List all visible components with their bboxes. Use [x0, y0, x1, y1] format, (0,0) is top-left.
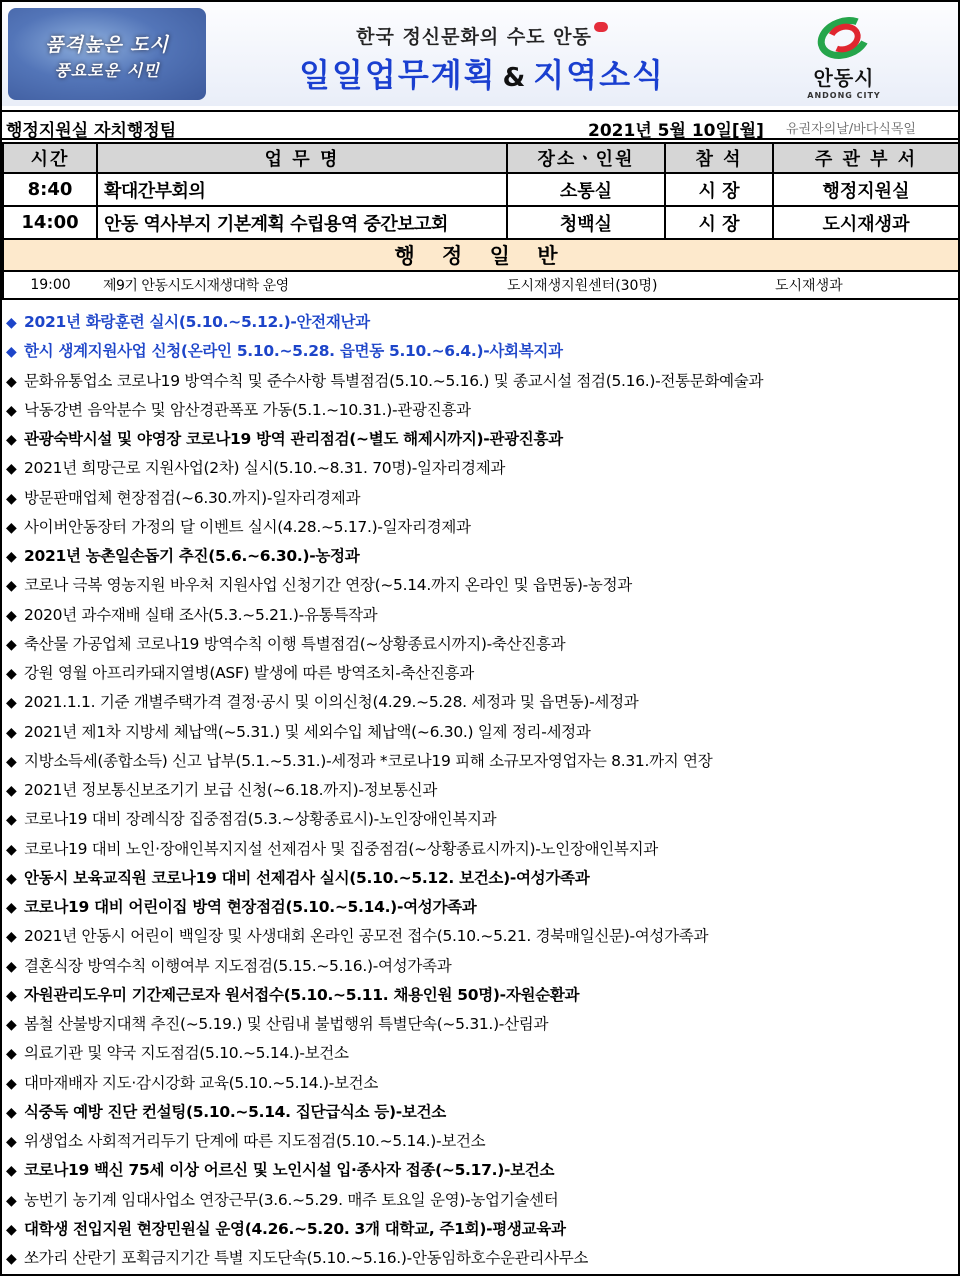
- header-subtitle: [232, 22, 732, 49]
- notice-text: 낙동강변 음악분수 및 암산경관폭포 가동(5.1.~10.31.)-관광진흥과: [24, 400, 471, 419]
- list-item: [2, 747, 958, 776]
- diamond-bullet-icon: ◆: [6, 870, 17, 887]
- diamond-bullet-icon: ◆: [6, 1104, 17, 1121]
- header-time: 시간: [3, 143, 97, 173]
- date-memo: 유권자의날/바다식목일: [786, 122, 916, 137]
- notice-text: 대마재배자 지도·감시강화 교육(5.10.~5.14.)-보건소: [24, 1073, 379, 1092]
- city-name-en: ANDONG CITY: [807, 91, 881, 100]
- city-logo: [798, 16, 890, 100]
- header-place: 장소ㆍ인원: [507, 143, 665, 173]
- diamond-bullet-icon: ◆: [6, 1017, 17, 1033]
- diamond-bullet-icon: ◆: [6, 519, 17, 536]
- diamond-bullet-icon: ◆: [6, 373, 17, 390]
- slogan-line-1: 품격높은 도시: [45, 34, 169, 56]
- list-item: [2, 1244, 958, 1273]
- row-place: 소통실: [507, 173, 665, 206]
- general-place: 도시재생지원센터(30명): [507, 271, 773, 299]
- section-row: [3, 239, 959, 271]
- notice-text: 강원 영월 아프리카돼지열병(ASF) 발생에 따른 방역조치-축산진흥과: [24, 664, 474, 682]
- list-item: [2, 864, 958, 893]
- list-item: [2, 952, 958, 981]
- list-item: [2, 1156, 958, 1185]
- notice-text: 농번기 농기계 임대사업소 연장근무(3.6.~5.29. 매주 토요일 운영)-농업기술센터: [24, 1190, 559, 1209]
- row-attend: 시 장: [665, 173, 773, 206]
- notice-text: 2021년 안동시 어린이 백일장 및 사생대회 온라인 공모전 접수(5.10.~5.21. 경북매일신문)-여성가족과: [24, 927, 709, 946]
- notice-text: 의료기관 및 약국 지도점검(5.10.~5.14.)-보건소: [24, 1044, 349, 1063]
- notice-text: 2021년 희망근로 지원사업(2차) 실시(5.10.~8.31. 70명)-일자리경제과: [24, 459, 506, 478]
- notice-text: 관광숙박시설 및 야영장 코로나19 방역 관리점검(~별도 해제시까지)-관광진흥과: [24, 430, 563, 448]
- diamond-bullet-icon: ◆: [6, 607, 17, 624]
- report-date: 2021년 5월 10일[월]: [588, 121, 764, 141]
- diamond-bullet-icon: ◆: [6, 666, 17, 682]
- notice-text: 2020년 과수재배 실태 조사(5.3.~5.21.)-유통특작과: [24, 605, 378, 624]
- list-item: [2, 571, 958, 600]
- notice-text: 방문판매업체 현장점검(~6.30.까지)-일자리경제과: [24, 488, 361, 507]
- city-name-kr: 안동시: [813, 66, 875, 90]
- list-item: [2, 308, 958, 337]
- row-time: 8:40: [3, 173, 97, 206]
- diamond-bullet-icon: ◆: [6, 1046, 17, 1063]
- notice-text: 대학생 전입지원 현장민원실 운영(4.26.~5.20. 3개 대학교, 주1회)-평생교육과: [24, 1219, 566, 1238]
- notice-text: 안동시 보육교직원 코로나19 대비 선제검사 실시(5.10.~5.12. 보건소)-여성가족과: [24, 868, 590, 887]
- list-item: [2, 484, 958, 513]
- title-part-1: 일일업무계획: [299, 56, 497, 94]
- notice-text: 코로나19 대비 장례식장 집중점검(5.3.~상황종료시)-노인장애인복지과: [24, 810, 497, 829]
- notice-text: 코로나19 대비 노인·장애인복지지설 선제검사 및 집중점검(~상황종료시까지)-노인장애인복지과: [24, 839, 658, 858]
- diamond-bullet-icon: ◆: [6, 841, 17, 858]
- list-item: [2, 513, 958, 542]
- diamond-bullet-icon: ◆: [6, 402, 17, 419]
- schedule-table: [2, 142, 960, 300]
- notice-text: 2021년 화랑훈련 실시(5.10.~5.12.)-안전재난과: [24, 313, 370, 331]
- row-time: 14:00: [3, 206, 97, 239]
- diamond-bullet-icon: ◆: [6, 783, 17, 799]
- list-item: [2, 1215, 958, 1244]
- list-item: [2, 601, 958, 630]
- list-item: [2, 1186, 958, 1215]
- notice-text: 봄철 산불방지대책 추진(~5.19.) 및 산림내 불법행위 특별단속(~5.31.)-산림과: [24, 1015, 549, 1033]
- diamond-bullet-icon: ◆: [6, 461, 17, 478]
- slogan-logo: [8, 8, 206, 100]
- list-item: [2, 337, 958, 366]
- team-name: 행정지원실 자치행정팀: [6, 121, 177, 141]
- list-item: [2, 893, 958, 922]
- notice-text: 결혼식장 방역수칙 이행여부 지도점검(5.15.~5.16.)-여성가족과: [24, 956, 452, 975]
- list-item: [2, 922, 958, 951]
- notice-text: 2021년 정보통신보조기기 보급 신청(~6.18.까지)-정보통신과: [24, 781, 438, 799]
- notice-text: 지방소득세(종합소득) 신고 납부(5.1.~5.31.)-세정과 *코로나19 피해 소규모자영업자는 8.31.까지 연장: [24, 751, 713, 770]
- notice-text: 쏘가리 산란기 포획금지기간 특별 지도단속(5.10.~5.16.)-안동임하호수운관리사무소: [24, 1249, 589, 1267]
- diamond-bullet-icon: ◆: [6, 490, 17, 507]
- notice-text: 2021.1.1. 기준 개별주택가격 결정·공시 및 이의신청(4.29.~5.28. 세정과 및 읍면동)-세정과: [24, 693, 639, 712]
- diamond-bullet-icon: ◆: [6, 432, 17, 448]
- general-dept: 도시재생과: [773, 271, 959, 299]
- team-info-row: [2, 110, 958, 140]
- diamond-bullet-icon: ◆: [6, 549, 17, 565]
- schedule-header-row: [3, 143, 959, 173]
- list-item: [2, 805, 958, 834]
- notice-text: 식중독 예방 진단 컨설팅(5.10.~5.14. 집단급식소 등)-보건소: [24, 1102, 446, 1121]
- general-time: 19:00: [3, 271, 97, 299]
- diamond-bullet-icon: ◆: [6, 636, 17, 653]
- list-item: [2, 367, 958, 396]
- title-part-2: 지역소식: [533, 56, 665, 94]
- diamond-bullet-icon: ◆: [6, 958, 17, 975]
- list-item: [2, 542, 958, 571]
- diamond-bullet-icon: ◆: [6, 1163, 17, 1180]
- notice-text: 코로나 극복 영농지원 바우처 지원사업 신청기간 연장(~5.14.까지 온라인 및 읍면동)-농정과: [24, 576, 632, 595]
- diamond-bullet-icon: ◆: [6, 1134, 17, 1150]
- diamond-bullet-icon: ◆: [6, 753, 17, 770]
- diamond-bullet-icon: ◆: [6, 695, 17, 712]
- list-item: [2, 1069, 958, 1098]
- table-row: [3, 206, 959, 239]
- slogan-line-2: 풍요로운 시민: [54, 61, 160, 80]
- table-row: [3, 173, 959, 206]
- list-item: [2, 454, 958, 483]
- diamond-bullet-icon: ◆: [6, 929, 17, 946]
- list-item: [2, 835, 958, 864]
- header-dept: 주 관 부 서: [773, 143, 959, 173]
- header-title: [232, 50, 732, 96]
- notice-text: 자원관리도우미 기간제근로자 원서접수(5.10.~5.11. 채용인원 50명)-자원순환과: [24, 985, 580, 1004]
- diamond-bullet-icon: ◆: [6, 1221, 17, 1238]
- list-item: [2, 688, 958, 717]
- list-item: [2, 776, 958, 805]
- notice-text: 문화유통업소 코로나19 방역수칙 및 준수사항 특별점검(5.10.~5.16.) 및 종교시설 점검(5.16.)-전통문화예술과: [24, 371, 764, 390]
- row-place: 청백실: [507, 206, 665, 239]
- header-banner: [2, 2, 958, 106]
- notice-list: [2, 308, 958, 1273]
- list-item: [2, 425, 958, 454]
- diamond-bullet-icon: ◆: [6, 1075, 17, 1092]
- general-row: [3, 271, 959, 299]
- section-title: 행 정 일 반: [3, 239, 959, 271]
- notice-text: 사이버안동장터 가정의 달 이벤트 실시(4.28.~5.17.)-일자리경제과: [24, 517, 471, 536]
- list-item: [2, 630, 958, 659]
- header-attend: 참 석: [665, 143, 773, 173]
- header-subtitle-text: 한국 정신문화의 수도 안동: [356, 26, 592, 48]
- row-task: 안동 역사부지 기본계획 수립용역 중간보고회: [97, 206, 507, 239]
- diamond-bullet-icon: ◆: [6, 724, 17, 741]
- notice-text: 위생업소 사회적거리두기 단계에 따른 지도점검(5.10.~5.14.)-보건소: [24, 1132, 486, 1150]
- notice-text: 한시 생계지원사업 신청(온라인 5.10.~5.28. 읍면동 5.10.~6.4.)-사회복지과: [24, 342, 563, 361]
- list-item: [2, 659, 958, 688]
- diamond-bullet-icon: ◆: [6, 987, 17, 1004]
- notice-text: 2021년 농촌일손돕기 추진(5.6.~6.30.)-농정과: [24, 547, 360, 565]
- diamond-bullet-icon: ◆: [6, 1192, 17, 1209]
- list-item: [2, 396, 958, 425]
- diamond-bullet-icon: ◆: [6, 315, 17, 331]
- general-task: 제9기 안동시도시재생대학 운영: [97, 271, 507, 299]
- diamond-bullet-icon: ◆: [6, 344, 17, 361]
- title-ampersand: &: [502, 63, 528, 93]
- list-item: [2, 1010, 958, 1039]
- notice-text: 2021년 제1차 지방세 체납액(~5.31.) 및 세외수입 체납액(~6.30.) 일제 정리-세정과: [24, 722, 591, 741]
- notice-text: 코로나19 대비 어린이집 방역 현장점검(5.10.~5.14.)-여성가족과: [24, 898, 477, 916]
- list-item: [2, 1127, 958, 1156]
- row-dept: 행정지원실: [773, 173, 959, 206]
- list-item: [2, 981, 958, 1010]
- list-item: [2, 1039, 958, 1068]
- diamond-bullet-icon: ◆: [6, 812, 17, 829]
- notice-text: 축산물 가공업체 코로나19 방역수칙 이행 특별점검(~상황종료시까지)-축산진흥과: [24, 634, 566, 653]
- row-task: 확대간부회의: [97, 173, 507, 206]
- row-dept: 도시재생과: [773, 206, 959, 239]
- header-task: 업 무 명: [97, 143, 507, 173]
- diamond-bullet-icon: ◆: [6, 900, 17, 916]
- red-mark-icon: [594, 22, 608, 32]
- notice-text: 코로나19 백신 75세 이상 어르신 및 노인시설 입·종사자 접종(~5.17.)-보건소: [24, 1161, 555, 1180]
- row-attend: 시 장: [665, 206, 773, 239]
- list-item: [2, 1098, 958, 1127]
- diamond-bullet-icon: ◆: [6, 1251, 17, 1267]
- list-item: [2, 718, 958, 747]
- diamond-bullet-icon: ◆: [6, 578, 17, 595]
- city-emblem-icon: [815, 16, 873, 60]
